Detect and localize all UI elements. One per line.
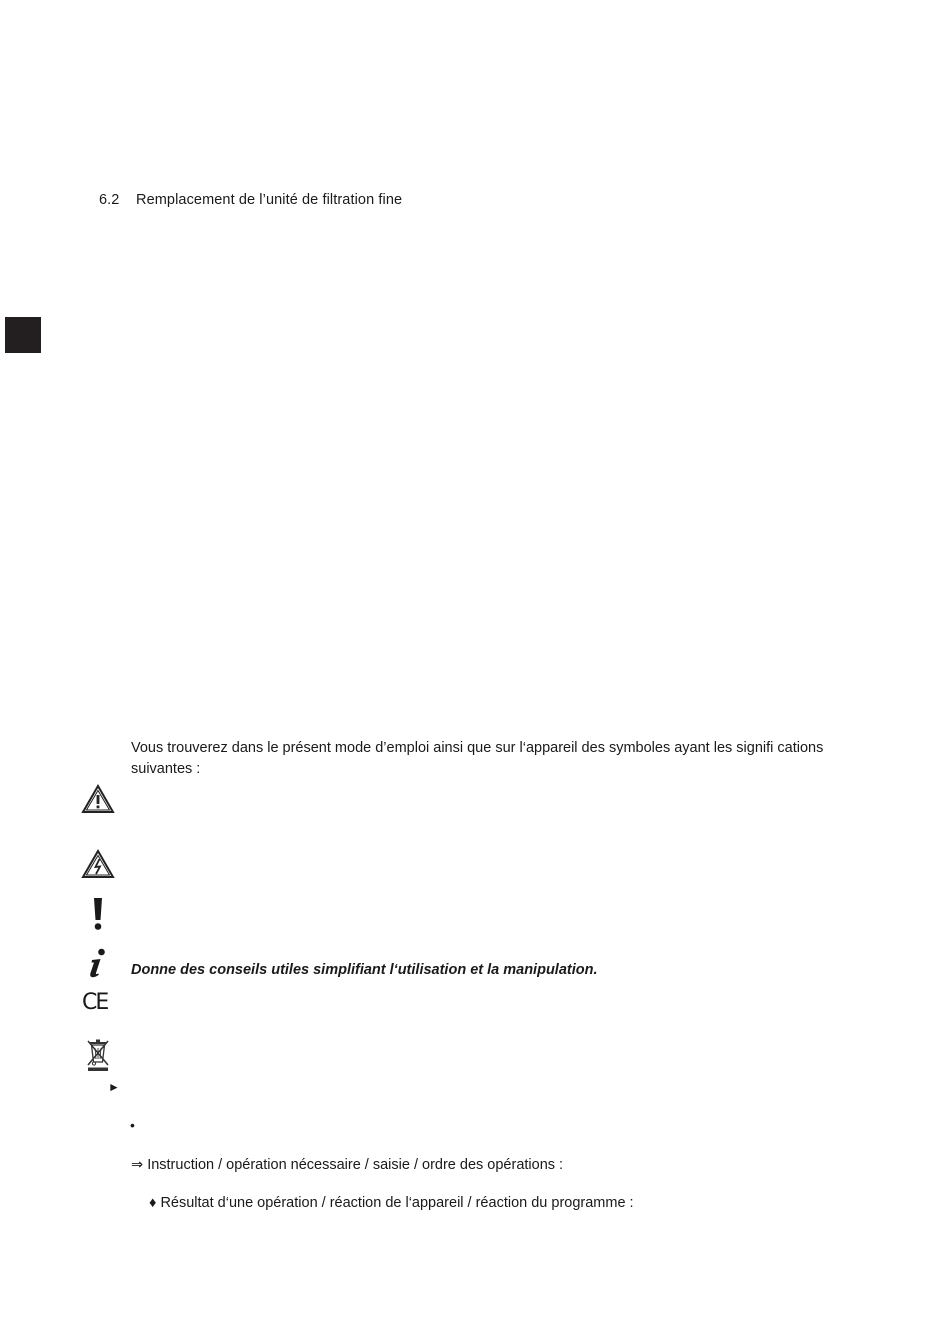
symbols-intro-text: Vous trouverez dans le présent mode d’emploi ainsi que sur l‘appareil des symboles ayant les signifi cations suivantes : — [131, 740, 824, 777]
section-title: Remplacement de l’unité de filtration fine — [136, 192, 403, 208]
info-icon — [80, 948, 116, 978]
chapter-tab-marker — [5, 317, 41, 353]
exclamation-icon — [80, 897, 116, 931]
arrow-marker: ► — [108, 1080, 120, 1094]
result-diamond-icon: ♦ — [149, 1195, 157, 1211]
result-line — [149, 1195, 634, 1211]
ce-mark: CE — [82, 990, 108, 1015]
info-tip-text: Donne des conseils utiles simplifiant l‘utilisation et la manipulation. — [131, 962, 598, 978]
electric-hazard-icon — [80, 849, 116, 879]
warning-triangle-icon — [80, 784, 116, 814]
instruction-line — [131, 1157, 563, 1173]
bullet-marker: • — [130, 1117, 135, 1133]
section-number: 6.2 — [99, 192, 120, 208]
result-text: Résultat d‘une opération / réaction de l‘appareil / réaction du programme : — [160, 1195, 634, 1211]
section-heading — [99, 192, 402, 208]
crossed-bin-icon — [80, 1038, 116, 1072]
instruction-arrow-icon: ⇒ — [131, 1157, 144, 1173]
instruction-text: Instruction / opération nécessaire / saisie / ordre des opérations : — [147, 1157, 564, 1173]
